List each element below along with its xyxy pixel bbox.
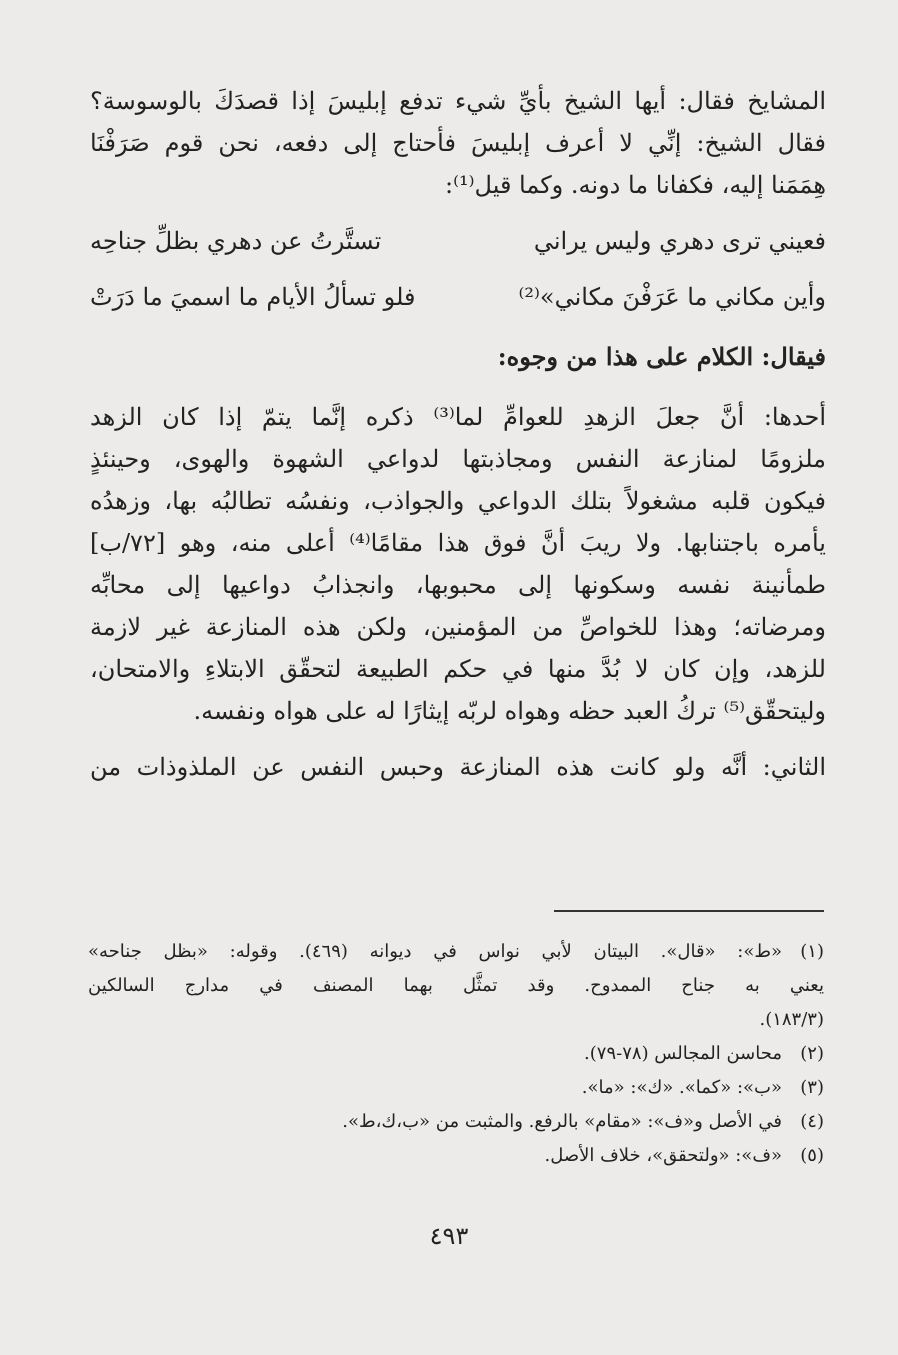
paragraph-second: الثاني: أنَّه ولو كانت هذه المنازعة وحبس النفس عن الملذوذات من: [90, 753, 826, 781]
verse-hemistich-left: فلو تسألُ الأيام ما اسميَ ما دَرَتْ: [90, 283, 416, 311]
page-number: ٤٩٣: [429, 1222, 469, 1250]
footnote: [88, 1139, 824, 1173]
poem: [90, 220, 826, 318]
body-line: أحدها: أنَّ جعلَ الزهدِ للعوامِّ لما⁽³⁾ ذكره إنَّما يتمّ إذا كان الزهد: [90, 403, 826, 431]
section-heading: فيقال: الكلام على هذا من وجوه:: [497, 342, 826, 371]
body-line: للزهد، وإن كان لا بُدَّ منها في حكم الطبيعة لتحقّق الابتلاءِ والامتحان،: [90, 655, 826, 683]
body-line: طمأنينة نفسه وسكونها إلى محبوبها، وانجذابُ دواعيها إلى محابِّه: [90, 571, 826, 599]
body-line: ومرضاته؛ وهذا للخواصِّ من المؤمنين، ولكن هذه المنازعة غير لازمة: [90, 613, 826, 641]
footnotes: [88, 935, 824, 1173]
footnote-number: (٥): [800, 1145, 824, 1166]
footnote-text: «ط»: «قال». البيتان لأبي نواس في ديوانه (٤٦٩). وقوله: «بظل جناحه»: [88, 941, 782, 962]
body-opening: [90, 80, 826, 206]
verse-hemistich-right: وأين مكاني ما عَرَفْنَ مكاني»⁽²⁾: [518, 283, 826, 311]
body-line: المشايخ فقال: أيها الشيخ بأيِّ شيء تدفع إبليسَ إذا قصدَكَ بالوسوسة؟: [90, 87, 826, 115]
footnote: [88, 1037, 824, 1071]
body-line: وليتحقّق⁽⁵⁾ تركُ العبد حظه وهواه لربّه إيثارًا له على هواه ونفسه.: [193, 697, 826, 725]
body-line: هِمَمَنا إليه، فكفانا ما دونه. وكما قيل⁽¹⁾:: [445, 171, 826, 199]
footnote-text: يعني به جناح الممدوح. وقد تمثَّل بهما المصنف في مدارج السالكين: [88, 975, 824, 996]
verse-hemistich-right: فعيني ترى دهري وليس يراني: [533, 227, 826, 255]
verse: [90, 276, 826, 318]
paragraph-first: [90, 396, 826, 732]
footnote: [88, 1105, 824, 1139]
footnote-text: محاسن المجالس (٧٨-٧٩).: [584, 1043, 782, 1064]
footnote-text: «ف»: «ولتحقق»، خلاف الأصل.: [544, 1145, 782, 1166]
footnote-number: (١): [800, 941, 824, 962]
verse: [90, 220, 826, 262]
footnote-number: (٣): [800, 1077, 824, 1098]
footnote-separator: [554, 910, 824, 912]
footnote: [88, 1071, 824, 1105]
footnote: [88, 935, 824, 969]
verse-hemistich-left: تستَّرتُ عن دهري بظلِّ جناحِه: [90, 227, 382, 255]
body-line: ملزومًا لمنازعة النفس ومجاذبتها لدواعي الشهوة والهوى، وحينئذٍ: [90, 445, 826, 473]
body-line: فقال الشيخ: إنِّي لا أعرف إبليسَ فأحتاج إلى دفعه، نحن قوم صَرَفْنَا: [90, 129, 826, 157]
footnote-number: (٤): [800, 1111, 824, 1132]
footnote-text: (١٨٣/٣).: [759, 1009, 824, 1030]
body-line: فيكون قلبه مشغولاً بتلك الدواعي والجواذب، ونفسُه تطالبُه بها، وزهدُه: [90, 487, 826, 515]
body-line: يأمره باجتنابها. ولا ريبَ أنَّ فوق هذا مقامًا⁽⁴⁾ أعلى منه، وهو [٧٢/ب]: [90, 529, 826, 557]
footnote-text: في الأصل و«ف»: «مقام» بالرفع. والمثبت من «ب،ك،ط».: [342, 1111, 782, 1132]
footnote-text: «ب»: «كما». «ك»: «ما».: [581, 1077, 782, 1098]
footnote-number: (٢): [800, 1043, 824, 1064]
